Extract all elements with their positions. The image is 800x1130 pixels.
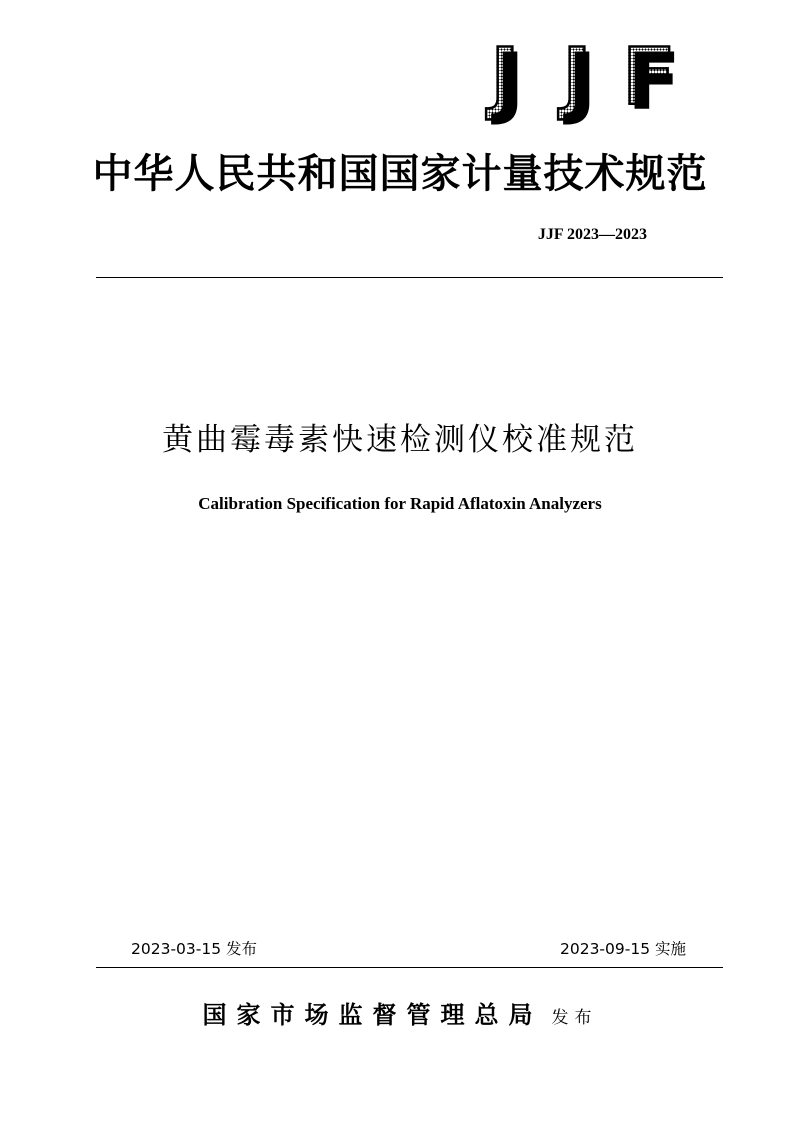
standard-number: JJF 2023—2023 (537, 226, 647, 243)
header-divider (96, 277, 723, 278)
footer-divider (96, 967, 723, 968)
document-title-en: Calibration Specification for Rapid Aflatoxin Analyzers (198, 494, 602, 513)
logo-letter: F (617, 36, 681, 120)
document-title-cn: 黄曲霉毒素快速检测仪校准规范 (162, 422, 638, 458)
logo-letter: J (545, 36, 609, 120)
issue-date: 2023-03-15 发布 (131, 940, 258, 958)
page-title: 中华人民共和国国家计量技术规范 (92, 150, 708, 197)
implementation-date: 2023-09-15 实施 (559, 940, 686, 958)
logo-letter: J (473, 36, 537, 120)
issuer-suffix: 发布 (551, 1008, 598, 1028)
issuer-name: 国家市场监督管理总局 (202, 1000, 543, 1029)
jjf-logo (473, 33, 681, 123)
publisher (0, 995, 800, 1030)
